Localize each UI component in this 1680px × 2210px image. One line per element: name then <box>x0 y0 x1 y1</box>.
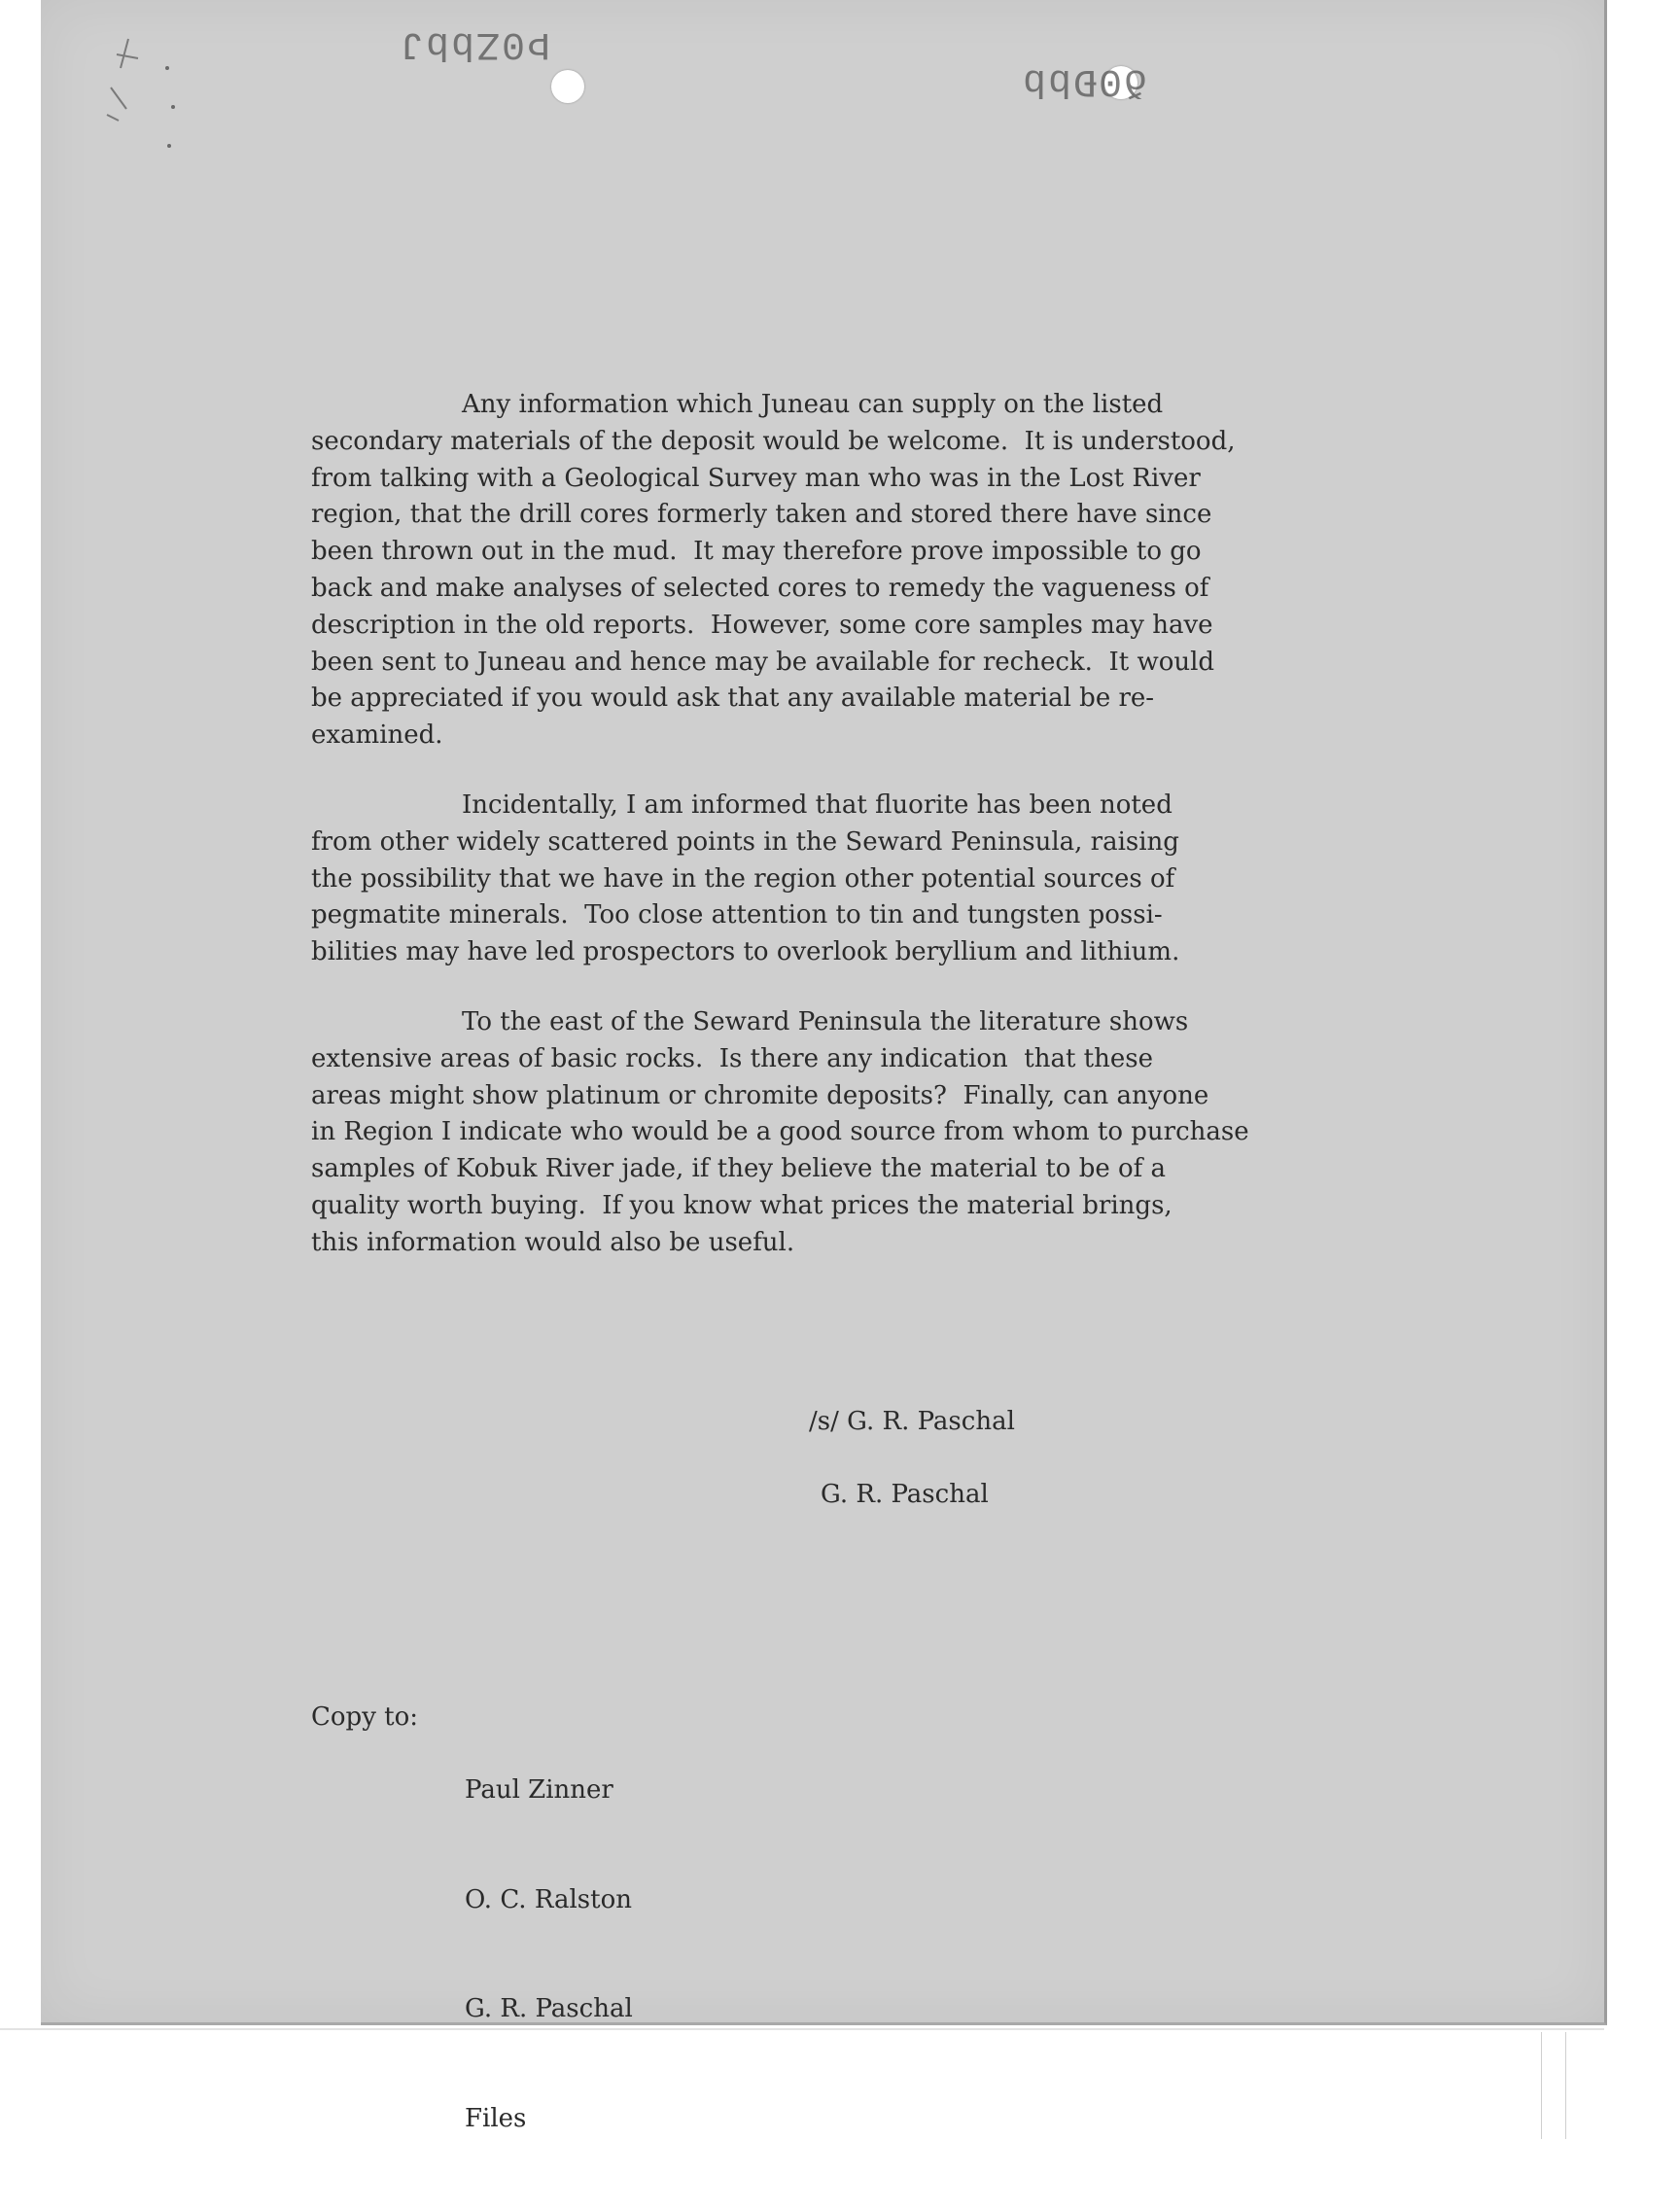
punch-hole <box>551 70 584 103</box>
document-number-stamp: ð0Ðbb <box>1021 58 1148 102</box>
sheet-bottom-edge <box>0 2028 1604 2030</box>
text-line: from talking with a Geological Survey man who was in the Lost River <box>311 463 1201 493</box>
text-line: back and make analyses of selected cores to remedy the vagueness of <box>311 573 1209 603</box>
text-line: areas might show platinum or chromite deposits? Finally, can anyone <box>311 1080 1209 1110</box>
text-line: extensive areas of basic rocks. Is there any indication that these <box>311 1043 1153 1073</box>
scan-edge-line <box>1565 2032 1566 2139</box>
document-number-stamp: Þ0ZbbJ <box>399 21 551 65</box>
letter-body <box>311 387 1381 1295</box>
scan-edge-line <box>1541 2032 1542 2139</box>
text-line: To the east of the Seward Peninsula the literature shows <box>462 1006 1189 1036</box>
copy-recipient: O. C. Ralston <box>465 1884 632 1914</box>
copy-to-label: Copy to: <box>311 1702 419 1732</box>
paragraph <box>311 387 1381 754</box>
text-line: be appreciated if you would ask that any available material be re- <box>311 684 1155 714</box>
text-line: bilities may have led prospectors to overlook beryllium and lithium. <box>311 937 1180 967</box>
pencil-mark-icon <box>99 29 196 175</box>
signature-typed-name: G. R. Paschal <box>821 1480 989 1509</box>
text-line: from other widely scattered points in the Seward Peninsula, raising <box>311 826 1179 857</box>
text-line: in Region I indicate who would be a good source from whom to purchase <box>311 1117 1249 1147</box>
copy-recipient: Files <box>465 2103 527 2133</box>
text-line: been sent to Juneau and hence may be available for recheck. It would <box>311 647 1215 677</box>
text-line: this information would also be useful. <box>311 1227 795 1257</box>
text-line: Any information which Juneau can supply on the listed <box>462 390 1164 419</box>
text-line: the possibility that we have in the region other potential sources of <box>311 863 1175 894</box>
copy-recipient-list <box>465 1700 633 2210</box>
text-line: examined. <box>311 720 443 751</box>
text-line: pegmatite minerals. Too close attention to tin and tungsten possi- <box>311 900 1163 930</box>
text-line: samples of Kobuk River jade, if they believe the material to be of a <box>311 1154 1167 1184</box>
text-line: quality worth buying. If you know what prices the material brings, <box>311 1190 1172 1220</box>
copy-recipient: G. R. Paschal <box>465 1994 633 2023</box>
text-line: been thrown out in the mud. It may therefore prove impossible to go <box>311 537 1202 567</box>
text-line: region, that the drill cores formerly taken and stored there have since <box>311 500 1212 530</box>
paragraph <box>311 788 1381 971</box>
text-line: secondary materials of the deposit would be welcome. It is understood, <box>311 426 1236 456</box>
copy-recipient: Paul Zinner <box>465 1775 613 1805</box>
signature-signed: /s/ G. R. Paschal <box>809 1407 1015 1436</box>
text-line: Incidentally, I am informed that fluorite has been noted <box>462 789 1172 820</box>
text-line: description in the old reports. However, some core samples may have <box>311 610 1213 640</box>
paragraph <box>311 1004 1381 1262</box>
